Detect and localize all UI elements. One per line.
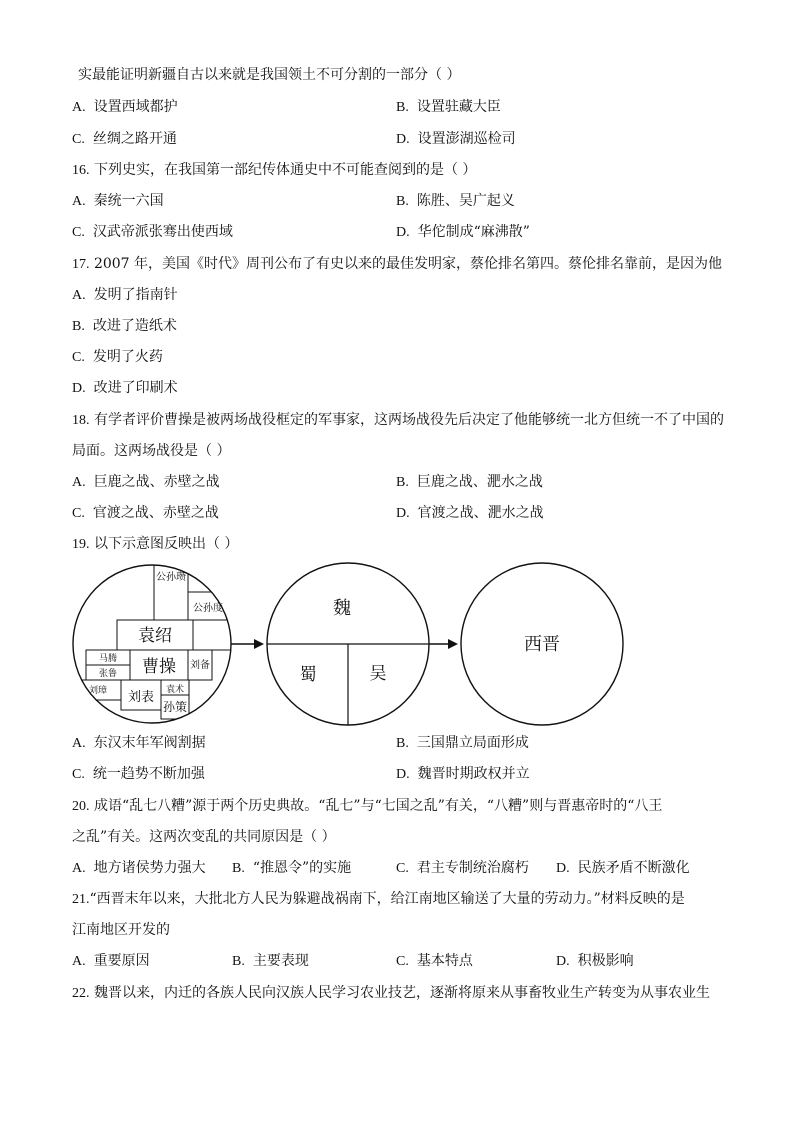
option-text: 君主专制统治腐朽 (416, 860, 529, 876)
option-text: “推恩令”的实施 (252, 860, 352, 876)
q17-option-d[interactable] (72, 379, 178, 398)
history-diagram (70, 562, 730, 728)
stem-text: 有学者评价曹操是被两场战役框定的军事家，这两场战役先后决定了他能够统一北方但统一不了中国的 (93, 412, 724, 428)
option-label: A. (72, 736, 86, 751)
option-text: 东汉末年军阀割据 (93, 735, 206, 751)
q18-option-b[interactable] (396, 473, 543, 492)
q16-option-b[interactable] (396, 192, 515, 211)
option-text: 官渡之战、淝水之战 (417, 505, 544, 521)
option-label: A. (72, 100, 86, 115)
label-wei: 魏 (333, 598, 351, 619)
stem-text: 下列史实，在我国第一部纪传体通史中不可能查阅到的是（ ） (93, 162, 477, 178)
question-number: 20. (72, 799, 90, 814)
stem-text: 魏晋以来，内迁的各族人民向汉族人民学习农业技艺，逐渐将原来从事畜牧业生产转变为从事农业生 (93, 985, 710, 1001)
option-text: 改进了造纸术 (92, 318, 177, 334)
option-label: D. (396, 225, 410, 240)
label-cao-cao: 曹操 (142, 657, 176, 677)
q18-option-a[interactable] (72, 473, 220, 492)
q15-option-b[interactable] (396, 98, 501, 117)
option-label: A. (72, 861, 86, 876)
option-text: 民族矛盾不断激化 (577, 860, 690, 876)
option-label: D. (556, 861, 570, 876)
question-16-stem (72, 161, 476, 180)
question-19-stem (72, 535, 238, 554)
option-label: B. (396, 100, 409, 115)
stem-text: 2007 年，美国《时代》周刊公布了有史以来的最佳发明家，蔡伦排名第四。蔡伦排名靠前，是因为他 (93, 256, 723, 272)
option-text: 魏晋时期政权并立 (417, 766, 530, 782)
option-label: D. (556, 954, 570, 969)
q16-option-c[interactable] (72, 223, 233, 242)
stem-text: “西晋末年以来，大批北方人民为躲避战祸南下，给江南地区输送了大量的劳动力。”材料反映的是 (89, 891, 685, 907)
label-gongsun-zan: 公孙瓒 (156, 572, 186, 583)
label-liu-bei: 刘备 (190, 660, 210, 671)
question-17-stem (72, 255, 722, 274)
option-text: 巨鹿之战、赤壁之战 (93, 474, 220, 490)
q15-option-c[interactable] (72, 130, 177, 149)
q19-option-b[interactable] (396, 734, 529, 753)
question-21-stem-cont: 江南地区开发的 (72, 922, 170, 938)
arrow-right-icon (231, 639, 264, 649)
option-text: 秦统一六国 (93, 193, 164, 209)
label-yuan-shao: 袁绍 (138, 626, 172, 646)
question-number: 21. (72, 892, 90, 907)
three-kingdoms-circle (267, 563, 429, 725)
stem-text: 以下示意图反映出（ ） (93, 536, 239, 552)
label-shu: 蜀 (299, 665, 317, 685)
stem-text: 成语“乱七八糟”源于两个历史典故。“乱七”与“七国之乱”有关，“八糟”则与晋惠帝时的“八王 (93, 798, 663, 814)
question-20-stem-cont: 之乱”有关。这两次变乱的共同原因是（ ） (72, 829, 336, 845)
question-number: 16. (72, 163, 90, 178)
option-label: C. (72, 225, 85, 240)
label-liu-biao: 刘表 (127, 690, 155, 705)
q21-option-d[interactable] (556, 952, 634, 971)
option-text: 基本特点 (416, 953, 473, 969)
option-label: D. (396, 767, 410, 782)
option-text: 华佗制成“麻沸散” (417, 224, 530, 240)
question-15-stem: 实最能证明新疆自古以来就是我国领土不可分割的一部分（ ） (78, 67, 461, 83)
option-text: 巨鹿之战、淝水之战 (416, 474, 543, 490)
option-text: 设置澎湖巡检司 (417, 131, 516, 147)
option-label: C. (72, 767, 85, 782)
q20-option-a[interactable] (72, 859, 206, 878)
label-western-jin: 西晋 (524, 634, 560, 655)
q15-option-a[interactable] (72, 98, 178, 117)
option-label: D. (396, 506, 410, 521)
option-label: C. (72, 506, 85, 521)
q19-option-a[interactable] (72, 734, 206, 753)
option-label: B. (232, 954, 245, 969)
option-text: 地方诸侯势力强大 (93, 860, 206, 876)
warlord-circle (73, 565, 233, 723)
option-text: 主要表现 (252, 953, 309, 969)
option-text: 三国鼎立局面形成 (416, 735, 529, 751)
q16-option-a[interactable] (72, 192, 164, 211)
option-text: 设置驻藏大臣 (416, 99, 501, 115)
option-label: D. (72, 381, 86, 396)
option-label: D. (396, 132, 410, 147)
q17-option-a[interactable] (72, 286, 178, 305)
option-text: 发明了指南针 (93, 287, 178, 303)
q18-option-c[interactable] (72, 504, 219, 523)
arrow-right-icon (429, 639, 458, 649)
option-text: 汉武帝派张骞出使西域 (92, 224, 233, 240)
option-text: 设置西域都护 (93, 99, 178, 115)
option-label: B. (396, 736, 409, 751)
q17-option-c[interactable] (72, 348, 163, 367)
q18-option-d[interactable] (396, 504, 544, 523)
q19-option-c[interactable] (72, 765, 205, 784)
option-text: 统一趋势不断加强 (92, 766, 205, 782)
option-label: A. (72, 194, 86, 209)
q16-option-d[interactable] (396, 223, 530, 242)
label-ma-teng: 马腾 (98, 654, 118, 664)
q20-option-b[interactable] (232, 859, 351, 878)
option-label: A. (72, 288, 86, 303)
question-18-stem-cont: 局面。这两场战役是（ ） (72, 443, 231, 459)
q21-option-a[interactable] (72, 952, 150, 971)
question-number: 18. (72, 413, 90, 428)
option-label: B. (396, 194, 409, 209)
option-text: 改进了印刷术 (93, 380, 178, 396)
label-yuan-shu: 袁术 (165, 685, 185, 695)
label-liu-zhang: 刘璋 (88, 686, 108, 696)
option-text: 官渡之战、赤壁之战 (92, 505, 219, 521)
q20-option-c[interactable] (396, 859, 529, 878)
option-text: 发明了火药 (92, 349, 163, 365)
q19-option-d[interactable] (396, 765, 530, 784)
label-gongsun-du: 公孙度 (193, 603, 223, 614)
q21-option-c[interactable] (396, 952, 473, 971)
q21-option-b[interactable] (232, 952, 309, 971)
option-label: C. (396, 861, 409, 876)
option-label: A. (72, 954, 86, 969)
option-label: B. (396, 475, 409, 490)
label-zhang-lu: 张鲁 (98, 669, 118, 679)
option-label: C. (72, 350, 85, 365)
question-18-stem (72, 411, 724, 430)
q15-option-d[interactable] (396, 130, 516, 149)
option-text: 积极影响 (577, 953, 634, 969)
question-21-stem (72, 890, 685, 909)
question-number: 22. (72, 986, 90, 1001)
option-label: C. (72, 132, 85, 147)
label-sun-ce: 孙策 (162, 700, 188, 714)
question-number: 19. (72, 537, 90, 552)
q20-option-d[interactable] (556, 859, 690, 878)
option-label: A. (72, 475, 86, 490)
q17-option-b[interactable] (72, 317, 177, 336)
question-22-stem (72, 984, 710, 1003)
option-label: B. (232, 861, 245, 876)
option-text: 丝绸之路开通 (92, 131, 177, 147)
option-label: B. (72, 319, 85, 334)
question-20-stem (72, 797, 662, 816)
option-label: C. (396, 954, 409, 969)
option-text: 重要原因 (93, 953, 150, 969)
western-jin-circle (461, 563, 623, 725)
label-wu: 吴 (369, 664, 387, 684)
question-number: 17. (72, 257, 90, 272)
option-text: 陈胜、吴广起义 (416, 193, 515, 209)
